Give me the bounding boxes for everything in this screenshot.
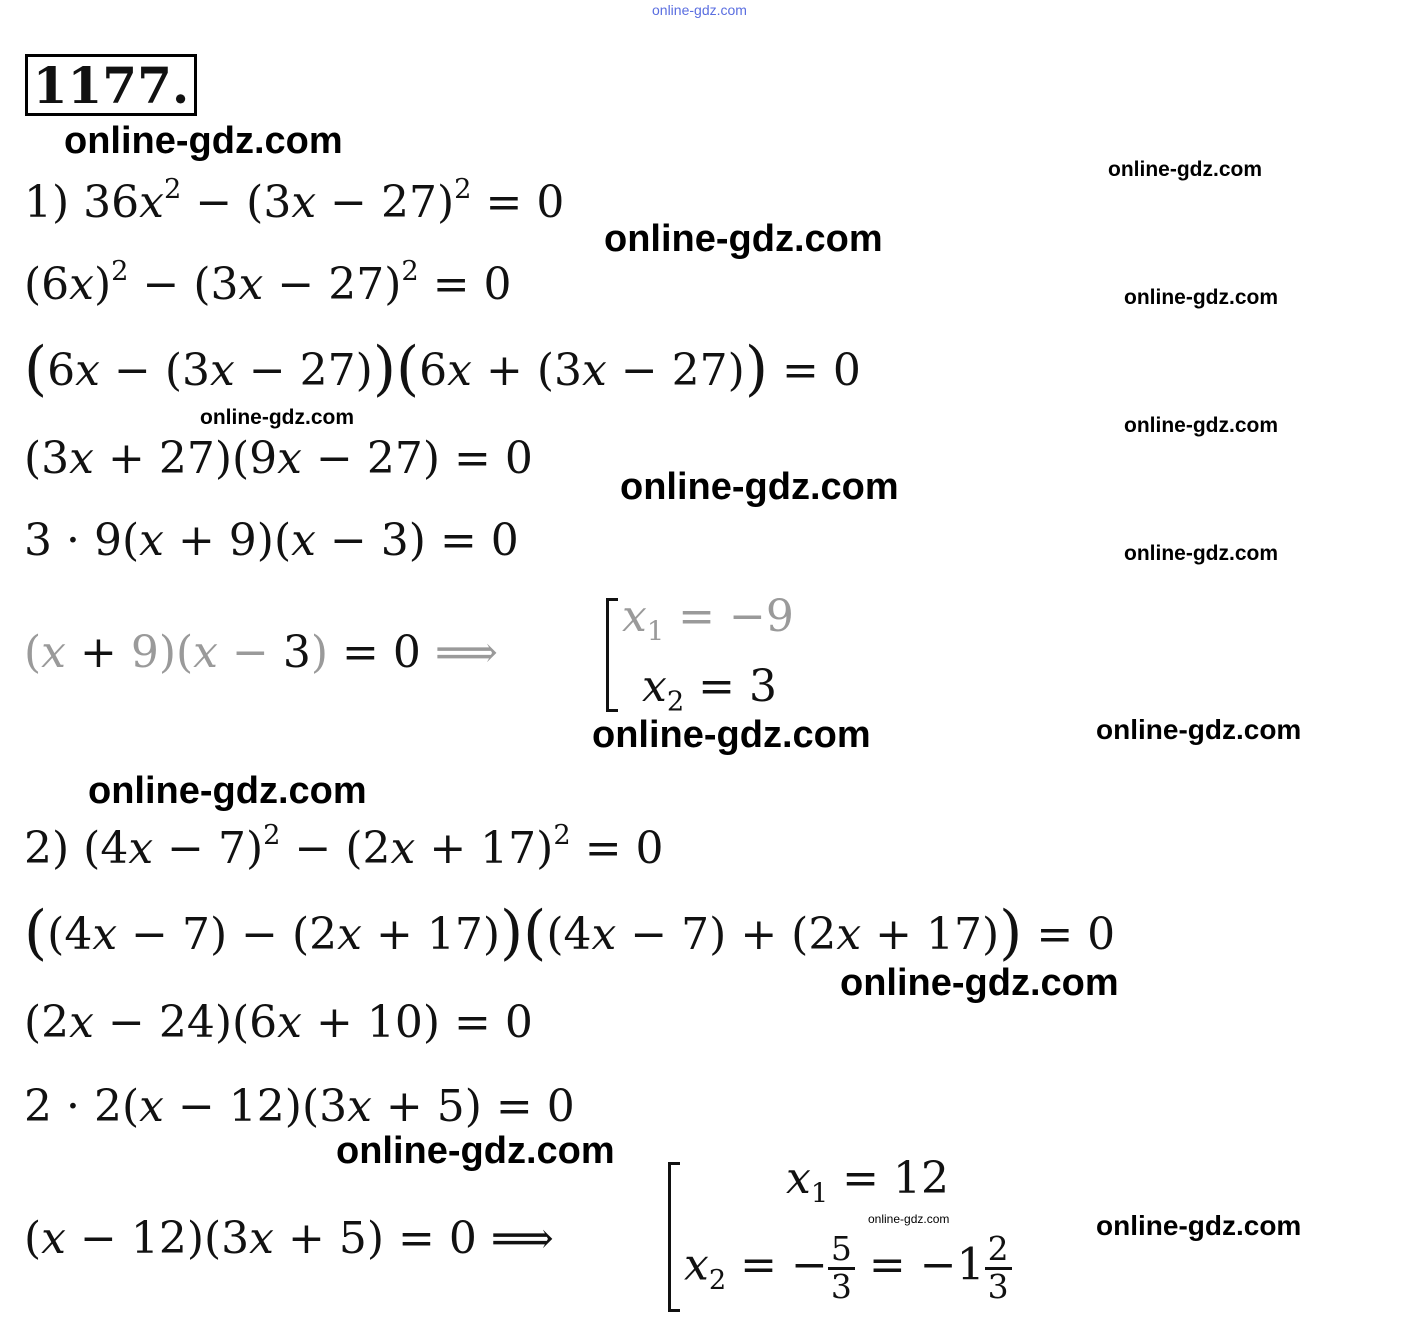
- watermark: online-gdz.com: [1124, 542, 1278, 565]
- watermark: online-gdz.com: [1096, 714, 1302, 745]
- part2-step-3: (2x − 24)(6x + 10) = 0: [24, 997, 533, 1048]
- part2-step-5: (x − 12)(3x + 5) = 0 ⟹: [24, 1213, 554, 1264]
- watermark: online-gdz.com: [1096, 1210, 1302, 1241]
- watermark: online-gdz.com: [336, 1130, 615, 1172]
- part1-roots-bracket: [606, 598, 618, 712]
- watermark: online-gdz.com: [620, 466, 899, 508]
- part1-step-1: 1) $36x^2 - (3x - 27)^2 = 0$: [24, 173, 565, 228]
- part1-step-6: (x + 9)(x − 3) = 0 ⟹: [24, 627, 498, 678]
- part2-step-2: ((4x − 7) − (2x + 17))((4x − 7) + (2x + 17)) = 0: [24, 898, 1116, 968]
- part2-step-4: 2 · 2(x − 12)(3x + 5) = 0: [24, 1081, 575, 1132]
- watermark: online-gdz.com: [88, 770, 367, 812]
- watermark: online-gdz.com: [1108, 158, 1262, 181]
- part2-step-1: 2) $(4x - 7)^2 - (2x + 17)^2 = 0$: [24, 819, 664, 874]
- watermark: online-gdz.com: [604, 218, 883, 260]
- part2-label: 2): [24, 823, 70, 874]
- part1-label: 1): [24, 177, 70, 228]
- part2-roots-bracket: [668, 1162, 680, 1312]
- part1-root-2: $x_2 = 3$: [642, 661, 778, 718]
- watermark: online-gdz.com: [868, 1212, 950, 1226]
- watermark: online-gdz.com: [1124, 286, 1278, 309]
- part1-root-1: $x_1 = -9$: [622, 591, 794, 648]
- part1-step-3: (6x − (3x − 27))(6x + (3x − 27)) = 0: [24, 334, 861, 404]
- watermark: online-gdz.com: [1124, 414, 1278, 437]
- watermark: online-gdz.com: [200, 406, 354, 429]
- part2-root-1: $x_1 = 12$: [786, 1153, 950, 1210]
- part1-step-5: 3 · 9(x + 9)(x − 3) = 0: [24, 515, 519, 566]
- watermark: online-gdz.com: [64, 120, 343, 162]
- watermark: online-gdz.com: [840, 962, 1119, 1004]
- problem-number: 1177.: [25, 54, 197, 116]
- watermark: online-gdz.com: [592, 714, 871, 756]
- part2-root-2: $x_2$ = − $\frac{5}{3}$ = −1 $\frac{2}{3}$: [684, 1232, 1012, 1304]
- part1-step-2: $(6x)^2 - (3x - 27)^2 = 0$: [24, 255, 512, 310]
- part1-step-4: (3x + 27)(9x − 27) = 0: [24, 433, 533, 484]
- watermark-top: online-gdz.com: [652, 2, 747, 18]
